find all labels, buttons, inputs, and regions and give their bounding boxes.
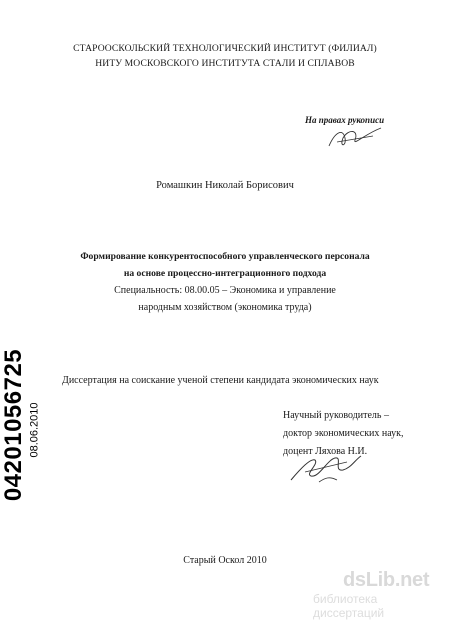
library-stamp-date (26, 400, 44, 460)
dissertation-title-line1: Формирование конкурентоспособного управленческого персонала (80, 251, 370, 262)
manuscript-note: На правах рукописи (305, 115, 385, 125)
author-signature (325, 124, 385, 152)
dissertation-degree-line: Диссертация на соискание ученой степени кандидата экономических наук (62, 375, 379, 386)
specialty-line1: Специальность: 08.00.05 – Экономика и управление (114, 285, 336, 296)
supervisor-signature (285, 450, 365, 488)
city-year: Старый Оскол 2010 (183, 555, 267, 566)
watermark-subtitle: библиотека диссертаций (313, 592, 385, 620)
dissertation-title-line2: на основе процессно-интеграционного подхода (123, 268, 327, 279)
supervisor-line1: Научный руководитель – (283, 410, 389, 421)
institute-name-line2: НИТУ МОСКОВСКОГО ИНСТИТУТА СТАЛИ И СПЛАВОВ (95, 58, 355, 69)
supervisor-line3: доцент Ляхова Н.И. (283, 446, 368, 457)
library-stamp-code-text: 04201056725 (0, 348, 28, 502)
library-stamp-date-text: 08.06.2010 (29, 402, 41, 458)
author-name: Ромашкин Николай Борисович (156, 180, 294, 191)
watermark-logo: dsLib.net (343, 569, 430, 591)
specialty-line2: народным хозяйством (экономика труда) (138, 302, 312, 313)
institute-name-line1: СТАРООСКОЛЬСКИЙ ТЕХНОЛОГИЧЕСКИЙ ИНСТИТУТ (ФИЛИАЛ) (73, 43, 377, 54)
supervisor-line2: доктор экономических наук, (283, 428, 404, 439)
